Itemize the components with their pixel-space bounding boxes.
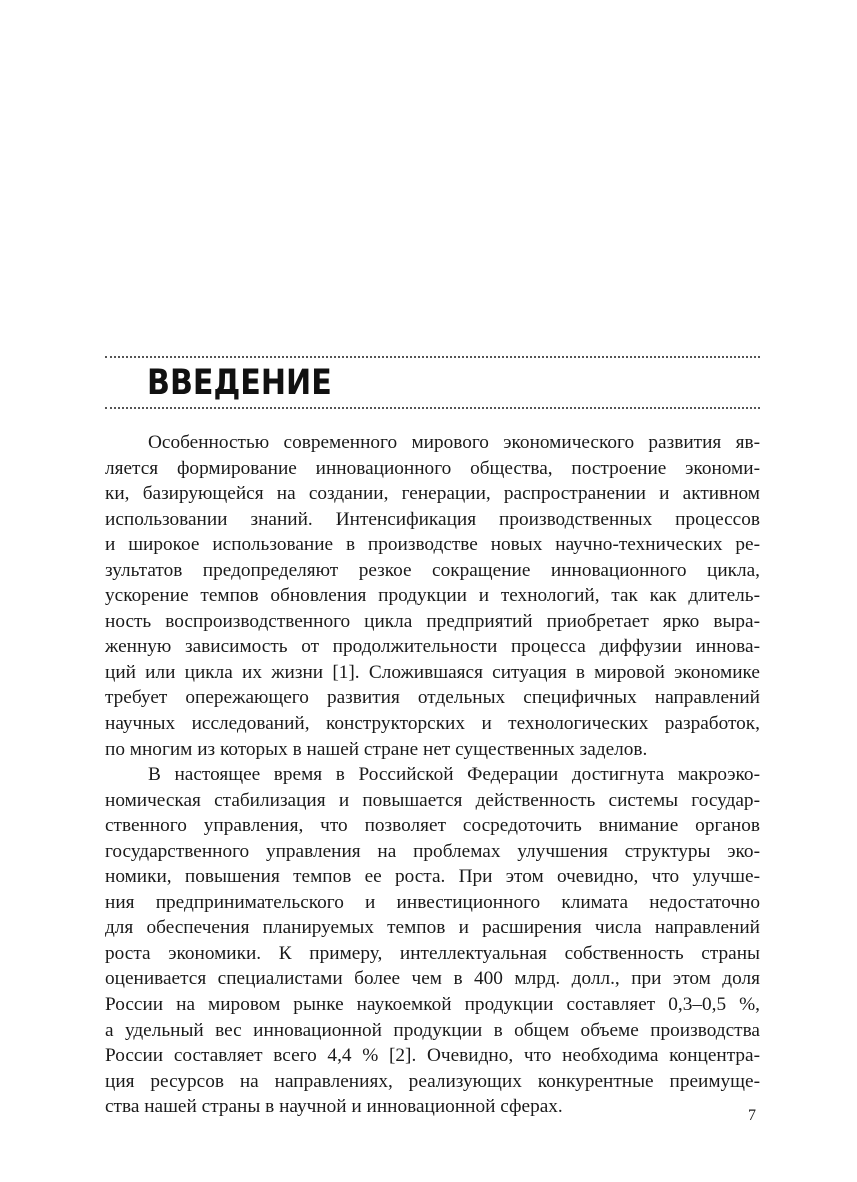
paragraph-1-line: ляется формирование инновационного общества, построение экономи- xyxy=(105,457,760,479)
paragraph-2-line: роста экономики. К примеру, интеллектуальная собственность страны xyxy=(105,942,760,964)
paragraph-2-line: оценивается специалистами более чем в 400 млрд. долл., при этом доля xyxy=(105,968,760,990)
chapter-heading: ВВЕДЕНИЕ xyxy=(147,363,332,403)
paragraph-1-line: и широкое использование в производстве новых научно-технических ре- xyxy=(105,534,760,556)
paragraph-1-line: ность воспроизводственного цикла предприятий приобретает ярко выра- xyxy=(105,610,760,632)
heading-top-rule xyxy=(105,356,760,358)
body-text xyxy=(105,430,760,1120)
paragraph-1-line: Особенностью современного мирового экономического развития яв- xyxy=(148,432,760,453)
paragraph-1-line: ки, базирующейся на создании, генерации, распространении и активном xyxy=(105,483,760,505)
paragraph-2-line: В настоящее время в Российской Федерации достигнута макроэко- xyxy=(148,764,760,786)
page-number: 7 xyxy=(748,1107,756,1124)
paragraph-1-line: ускорение темпов обновления продукции и технологий, так как длитель- xyxy=(105,585,760,607)
paragraph-2-line: ственного управления, что позволяет сосредоточить внимание органов xyxy=(105,815,760,837)
paragraph-1-line: по многим из которых в нашей стране нет существенных заделов. xyxy=(105,738,648,760)
paragraph-1-line: научных исследований, конструкторских и технологических разработок, xyxy=(105,713,760,735)
paragraph-1-line: ций или цикла их жизни [1]. Сложившаяся ситуация в мировой экономике xyxy=(105,661,760,683)
paragraph-1-line: женную зависимость от продолжительности процесса диффузии иннова- xyxy=(105,636,760,658)
paragraph-2-line: для обеспечения планируемых темпов и расширения числа направлений xyxy=(105,917,760,939)
paragraph-1-line: использовании знаний. Интенсификация производственных процессов xyxy=(105,508,760,530)
paragraph-2-line: номическая стабилизация и повышается действенность системы государ- xyxy=(105,789,760,811)
paragraph-2-line: России составляет всего 4,4 % [2]. Очевидно, что необходима концентра- xyxy=(105,1045,760,1067)
paragraph-1-line: требует опережающего развития отдельных специфичных направлений xyxy=(105,687,760,709)
paragraph-2-line: ция ресурсов на направлениях, реализующих конкурентные преимуще- xyxy=(105,1070,760,1092)
paragraph-2-line: ния предпринимательского и инвестиционного климата недостаточно xyxy=(105,891,760,913)
paragraph-2-line: государственного управления на проблемах улучшения структуры эко- xyxy=(105,840,760,862)
paragraph-2-line: России на мировом рынке наукоемкой продукции составляет 0,3–0,5 %, xyxy=(105,994,760,1016)
paragraph-2-line: ства нашей страны в научной и инновационной сферах. xyxy=(105,1096,563,1118)
paragraph-1-line: зультатов предопределяют резкое сокращение инновационного цикла, xyxy=(105,559,760,581)
heading-bottom-rule xyxy=(105,407,760,409)
paragraph-2-line: а удельный вес инновационной продукции в общем объеме производства xyxy=(105,1019,760,1041)
paragraph-2-line: номики, повышения темпов ее роста. При этом очевидно, что улучше- xyxy=(105,866,760,888)
